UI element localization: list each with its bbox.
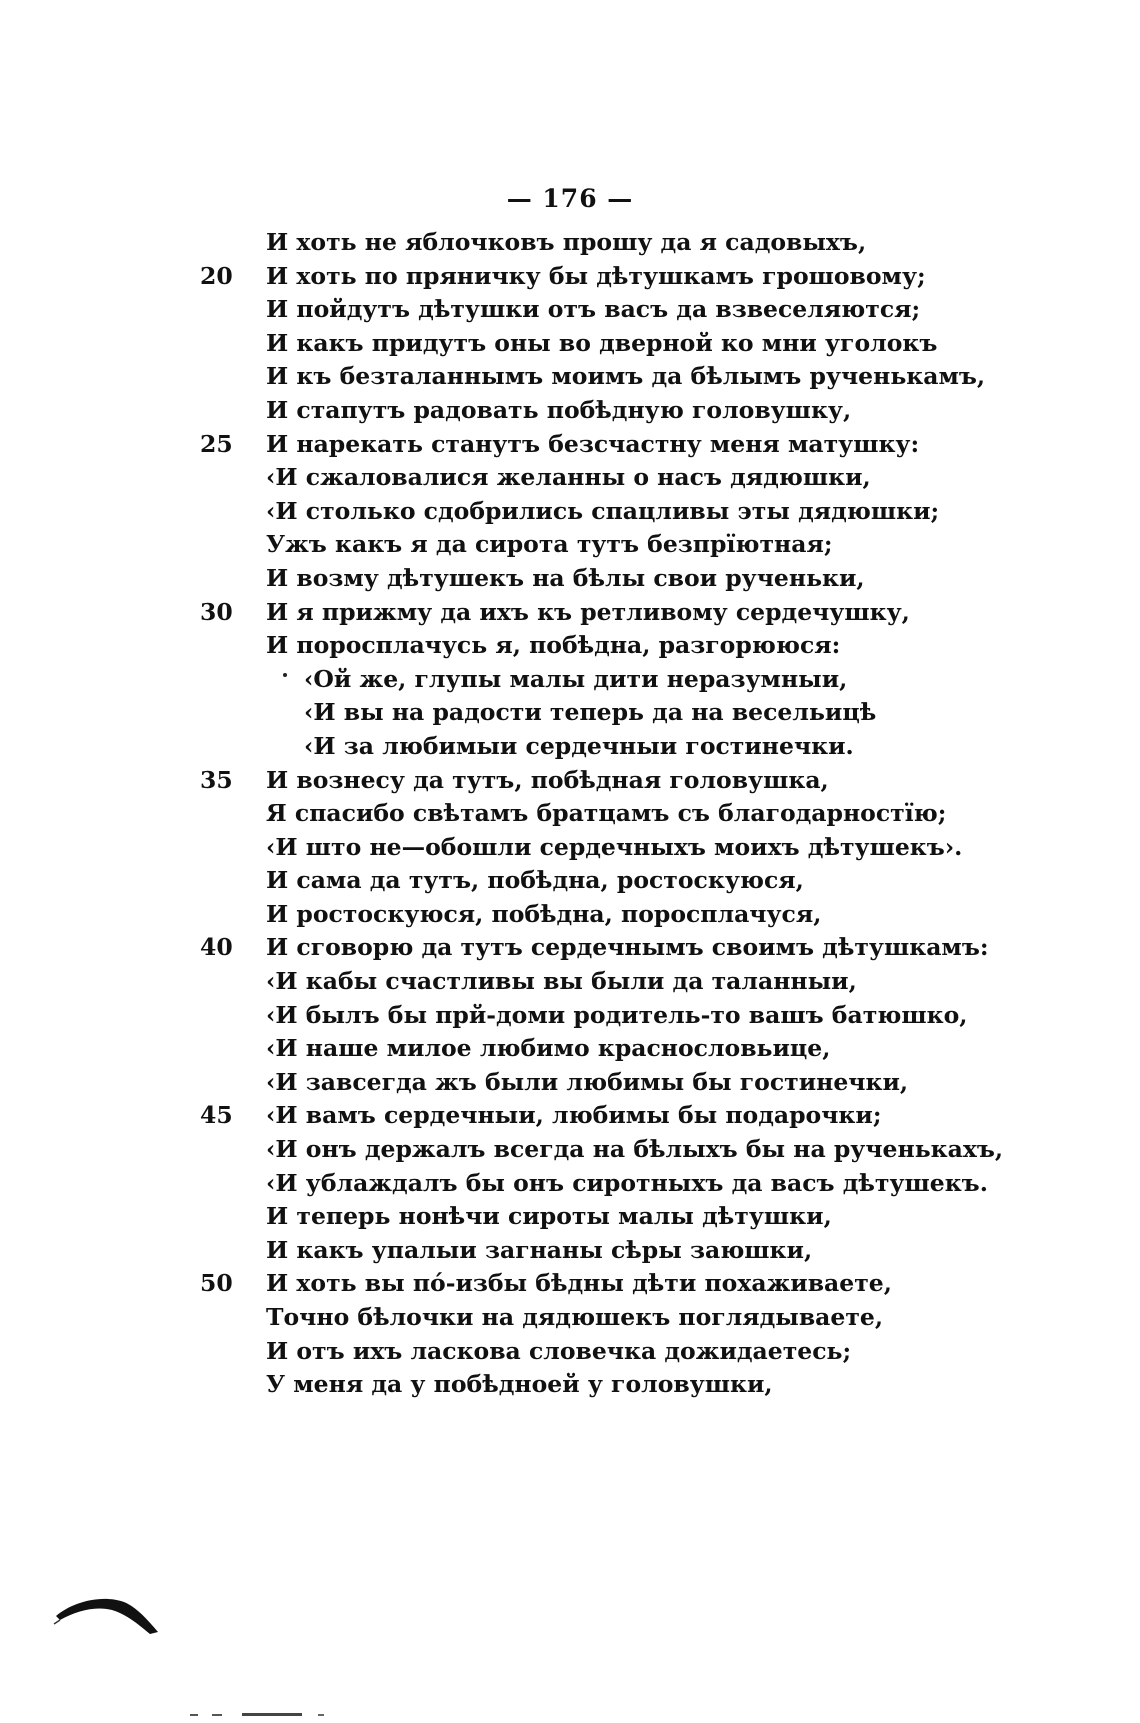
- verse-line: [0, 663, 1140, 697]
- ink-speck: [283, 673, 287, 677]
- line-text: ‹И вы на радости теперь да на весельицѣ: [304, 698, 877, 727]
- verse-line: [0, 394, 1140, 428]
- verse-line: [0, 1368, 1140, 1402]
- line-text: И хоть по пряничку бы дѣтушкамъ грошовому;: [266, 261, 926, 290]
- line-number: 30: [200, 597, 233, 626]
- line-text: И хоть вы пó-избы бѣдны дѣти похаживаете,: [266, 1269, 892, 1298]
- verse-block: [0, 226, 1140, 1402]
- line-text: ‹И завсегда жъ были любимы бы гостинечки,: [266, 1067, 909, 1096]
- line-text: И стапутъ радовать побѣдную головушку,: [266, 395, 852, 424]
- line-text: И возму дѣтушекъ на бѣлы свои рученьки,: [266, 563, 865, 592]
- line-text: И сама да тутъ, побѣдна, ростоскуюся,: [266, 866, 804, 895]
- line-text: И я прижму да ихъ къ ретливому сердечушку,: [266, 597, 910, 626]
- line-number: 20: [200, 261, 233, 290]
- verse-line: [0, 1066, 1140, 1100]
- line-text: И къ безталаннымъ моимъ да бѣлымъ рученькамъ,: [266, 362, 986, 391]
- verse-line: [0, 528, 1140, 562]
- ink-blot: [52, 1590, 162, 1636]
- verse-line: [0, 1267, 1140, 1301]
- line-text: ‹И кабы счастливы вы были да таланныи,: [266, 967, 857, 996]
- scan-edge-specks: [190, 1712, 350, 1718]
- verse-line: [0, 1335, 1140, 1369]
- line-text: И вознесу да тутъ, побѣдная головушка,: [266, 765, 829, 794]
- line-text: ‹И за любимыи сердечныи гостинечки.: [304, 731, 854, 760]
- line-text: И какъ придутъ оны во дверной ко мни уголокъ: [266, 328, 938, 357]
- verse-line: [0, 1032, 1140, 1066]
- verse-line: [0, 1234, 1140, 1268]
- verse-line: [0, 293, 1140, 327]
- verse-line: [0, 461, 1140, 495]
- line-number: 50: [200, 1269, 233, 1298]
- verse-line: [0, 1133, 1140, 1167]
- verse-line: [0, 495, 1140, 529]
- verse-line: [0, 931, 1140, 965]
- verse-line: [0, 999, 1140, 1033]
- line-text: ‹И ублаждалъ бы онъ сиротныхъ да васъ дѣтушекъ.: [266, 1168, 988, 1197]
- verse-line: [0, 596, 1140, 630]
- verse-line: [0, 1167, 1140, 1201]
- verse-line: [0, 1200, 1140, 1234]
- verse-line: [0, 764, 1140, 798]
- verse-line: [0, 831, 1140, 865]
- line-text: У меня да у побѣдноей у головушки,: [266, 1370, 773, 1399]
- line-number: 40: [200, 933, 233, 962]
- verse-line: [0, 1301, 1140, 1335]
- line-text: ‹И былъ бы прй-доми родитель-то вашъ батюшко,: [266, 1000, 968, 1029]
- line-text: ‹И наше милое любимо краснословьице,: [266, 1034, 831, 1063]
- verse-line: [0, 1099, 1140, 1133]
- verse-line: [0, 965, 1140, 999]
- line-number: 25: [200, 429, 233, 458]
- line-text: И отъ ихъ ласкова словечка дожидаетесь;: [266, 1336, 852, 1365]
- line-text: И сговорю да тутъ сердечнымъ своимъ дѣтушкамъ:: [266, 933, 989, 962]
- line-text: И какъ упалыи загнаны сѣры заюшки,: [266, 1235, 813, 1264]
- line-text: Я спасибо свѣтамъ братцамъ съ благодарностїю;: [266, 799, 947, 828]
- line-text: И нарекать станутъ безсчастну меня матушку:: [266, 429, 920, 458]
- line-text: И хоть не яблочковъ прошу да я садовыхъ,: [266, 228, 867, 256]
- verse-line: [0, 797, 1140, 831]
- line-text: И теперь нонѣчи сироты малы дѣтушки,: [266, 1202, 832, 1231]
- verse-line: [0, 629, 1140, 663]
- verse-line: [0, 864, 1140, 898]
- line-text: И ростоскуюся, побѣдна, поросплачуся,: [266, 899, 822, 928]
- verse-line: [0, 898, 1140, 932]
- line-text: ‹И сжаловалися желанны о насъ дядюшки,: [266, 463, 871, 492]
- verse-line: [0, 226, 1140, 260]
- verse-line: [0, 696, 1140, 730]
- line-text: ‹И што не—обошли сердечныхъ моихъ дѣтушекъ›.: [266, 832, 963, 861]
- line-number: 35: [200, 765, 233, 794]
- verse-line: [0, 428, 1140, 462]
- line-text: И пойдутъ дѣтушки отъ васъ да взвеселяются;: [266, 295, 921, 324]
- line-text: ‹И столько сдобрились спацливы эты дядюшки;: [266, 496, 940, 525]
- line-text: Точно бѣлочки на дядюшекъ поглядываете,: [266, 1303, 884, 1331]
- verse-line: [0, 562, 1140, 596]
- line-text: ‹И вамъ сердечныи, любимы бы подарочки;: [266, 1101, 882, 1130]
- line-text: ‹Ой же, глупы малы дити неразумныи,: [304, 664, 848, 693]
- verse-line: [0, 730, 1140, 764]
- verse-line: [0, 260, 1140, 294]
- page-number: — 176 —: [506, 184, 634, 213]
- line-text: И поросплачусь я, побѣдна, разгорююся:: [266, 631, 841, 660]
- verse-line: [0, 327, 1140, 361]
- line-text: Ужъ какъ я да сирота тутъ безпрїютная;: [266, 530, 833, 559]
- line-text: ‹И онъ держалъ всегда на бѣлыхъ бы на рученькахъ,: [266, 1135, 1004, 1164]
- line-number: 45: [200, 1101, 233, 1130]
- verse-line: [0, 360, 1140, 394]
